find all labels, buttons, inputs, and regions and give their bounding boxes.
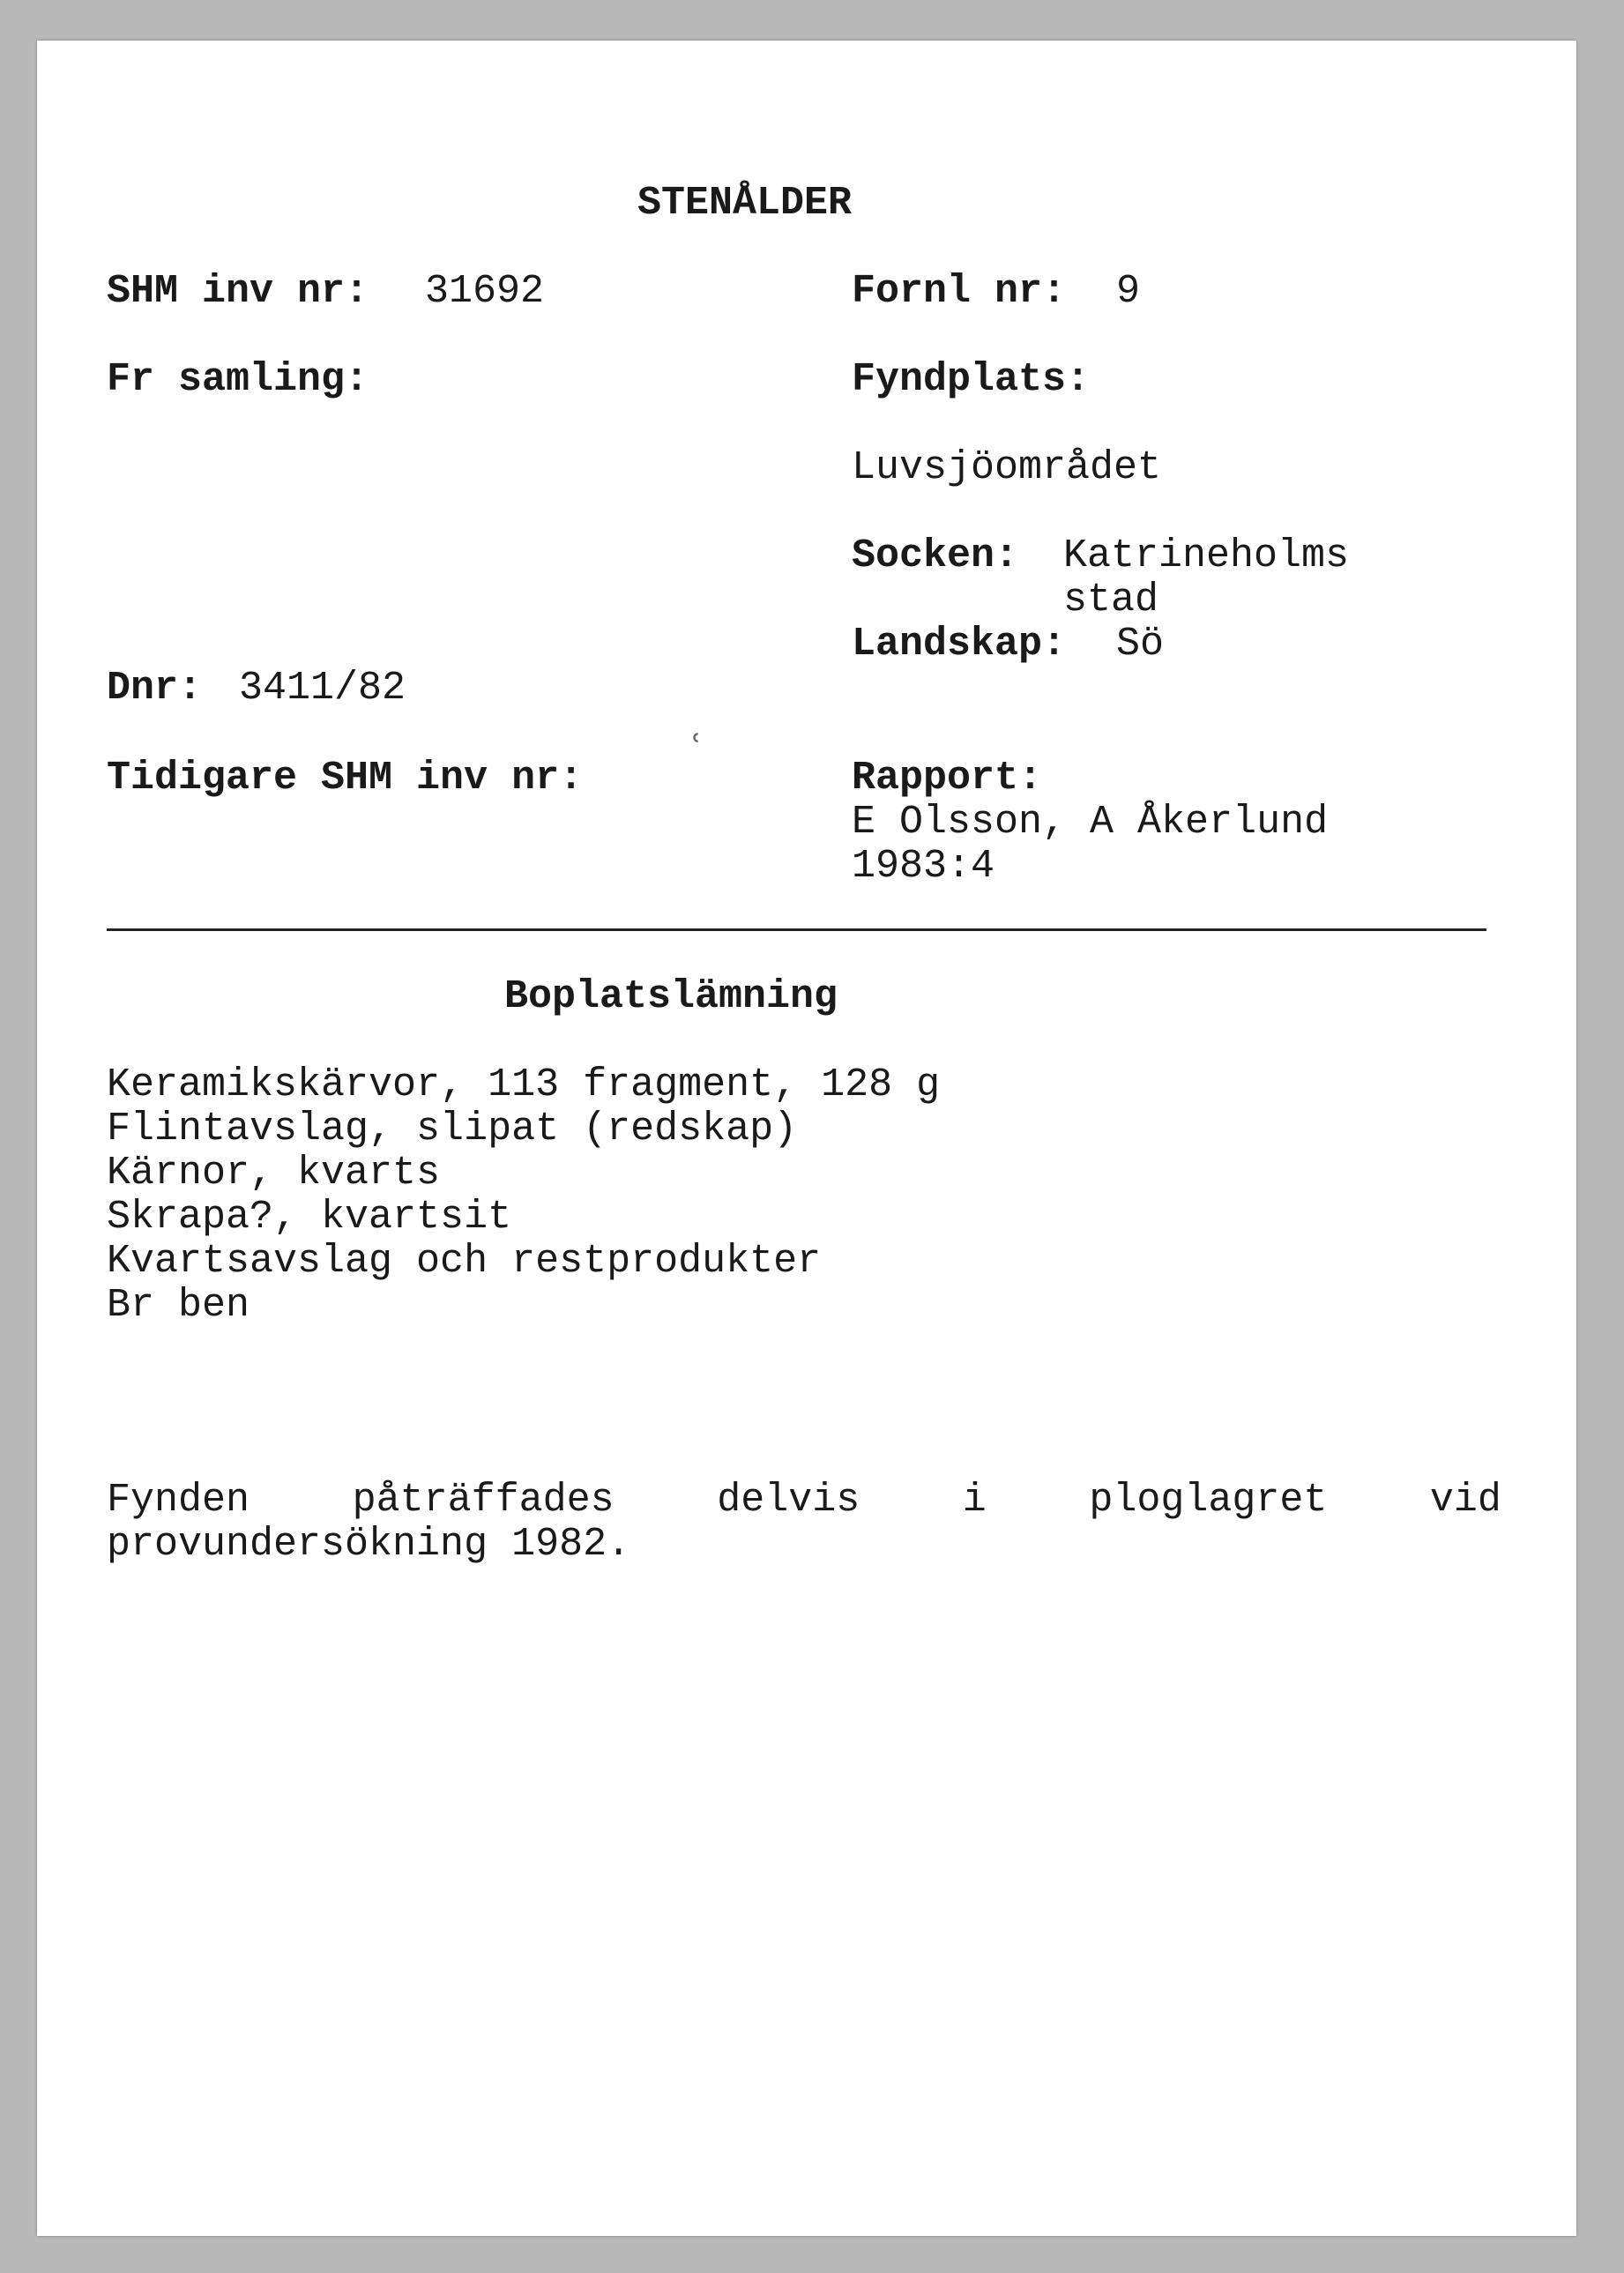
fyndplats-label: Fyndplats: bbox=[852, 357, 1091, 402]
list-item: Flintavslag, slipat (redskap) bbox=[107, 1107, 798, 1151]
list-item: Kvartsavslag och restprodukter bbox=[107, 1239, 822, 1284]
list-item: Skrapa?, kvartsit bbox=[107, 1195, 512, 1240]
tidigare-shm-inv-nr-label: Tidigare SHM inv nr: bbox=[107, 756, 584, 801]
dnr-label: Dnr: bbox=[107, 666, 203, 711]
note-word: Fynden bbox=[107, 1478, 250, 1523]
note-line-2: provundersökning 1982. bbox=[107, 1522, 631, 1567]
ink-smudge: ˓ bbox=[691, 719, 703, 760]
shm-inv-nr-label: SHM inv nr: bbox=[107, 269, 369, 314]
fr-samling-label: Fr samling: bbox=[107, 357, 369, 402]
document-page bbox=[37, 41, 1576, 2236]
note-line-1 bbox=[107, 1479, 1501, 1523]
socken-value-line1: Katrineholms bbox=[1063, 533, 1350, 578]
note-word: påträffades bbox=[352, 1478, 615, 1523]
landskap-value: Sö bbox=[1116, 622, 1165, 667]
note-word: vid bbox=[1429, 1478, 1501, 1523]
note-word: delvis bbox=[717, 1478, 860, 1523]
shm-inv-nr-value: 31692 bbox=[425, 269, 545, 314]
document-title: STENÅLDER bbox=[637, 181, 853, 226]
note-word: ploglagret bbox=[1089, 1478, 1328, 1523]
landskap-label: Landskap: bbox=[852, 622, 1067, 667]
rapport-authors: E Olsson, A Åkerlund bbox=[852, 800, 1329, 845]
fyndplats-value: Luvsjöområdet bbox=[852, 445, 1162, 490]
rapport-number: 1983:4 bbox=[852, 844, 995, 889]
dnr-value: 3411/82 bbox=[239, 666, 406, 711]
socken-label: Socken: bbox=[852, 533, 1019, 578]
fornl-nr-value: 9 bbox=[1116, 269, 1141, 314]
section-divider bbox=[107, 928, 1486, 931]
rapport-label: Rapport: bbox=[852, 756, 1043, 801]
socken-value-line2: stad bbox=[1063, 578, 1159, 622]
note-word: i bbox=[962, 1478, 987, 1523]
section-heading: Boplatslämning bbox=[504, 974, 838, 1019]
list-item: Keramikskärvor, 113 fragment, 128 g bbox=[107, 1062, 941, 1107]
list-item: Kärnor, kvarts bbox=[107, 1151, 441, 1196]
list-item: Br ben bbox=[107, 1283, 250, 1328]
fornl-nr-label: Fornl nr: bbox=[852, 269, 1067, 314]
